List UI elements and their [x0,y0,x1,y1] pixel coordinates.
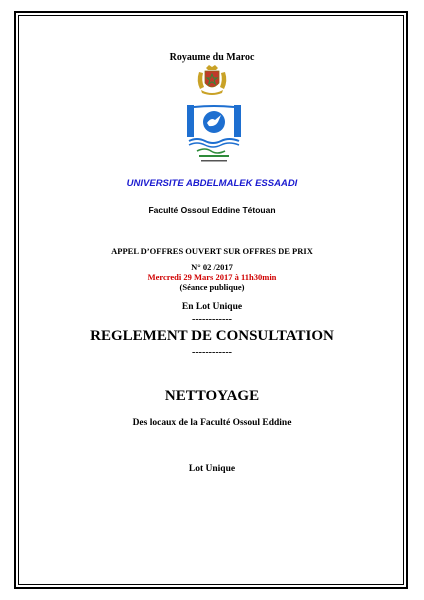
university-logo-icon [185,103,243,165]
separator-top: ------------ [192,314,232,325]
tender-session: (Séance publique) [179,282,245,292]
tender-title: APPEL D’OFFRES OUVERT SUR OFFRES DE PRIX [111,246,313,256]
page-border-inner [18,15,404,585]
university-name: UNIVERSITE ABDELMALEK ESSAADI [126,178,298,189]
subject-title: NETTOYAGE [164,388,260,404]
kingdom-label: Royaume du Maroc [169,52,255,63]
lot-unique-label: Lot Unique [188,464,236,474]
tender-date: Mercredi 29 Mars 2017 à 11h30min [147,272,277,282]
document-title: REGLEMENT DE CONSULTATION [90,328,334,344]
separator-bottom: ------------ [192,347,232,358]
subject-description: Des locaux de la Faculté Ossoul Eddine [132,418,292,428]
royal-crest-icon [195,63,229,97]
lot-label: En Lot Unique [181,302,243,312]
faculty-name: Faculté Ossoul Eddine Tétouan [148,205,276,215]
tender-number: N° 02 /2017 [191,262,233,272]
